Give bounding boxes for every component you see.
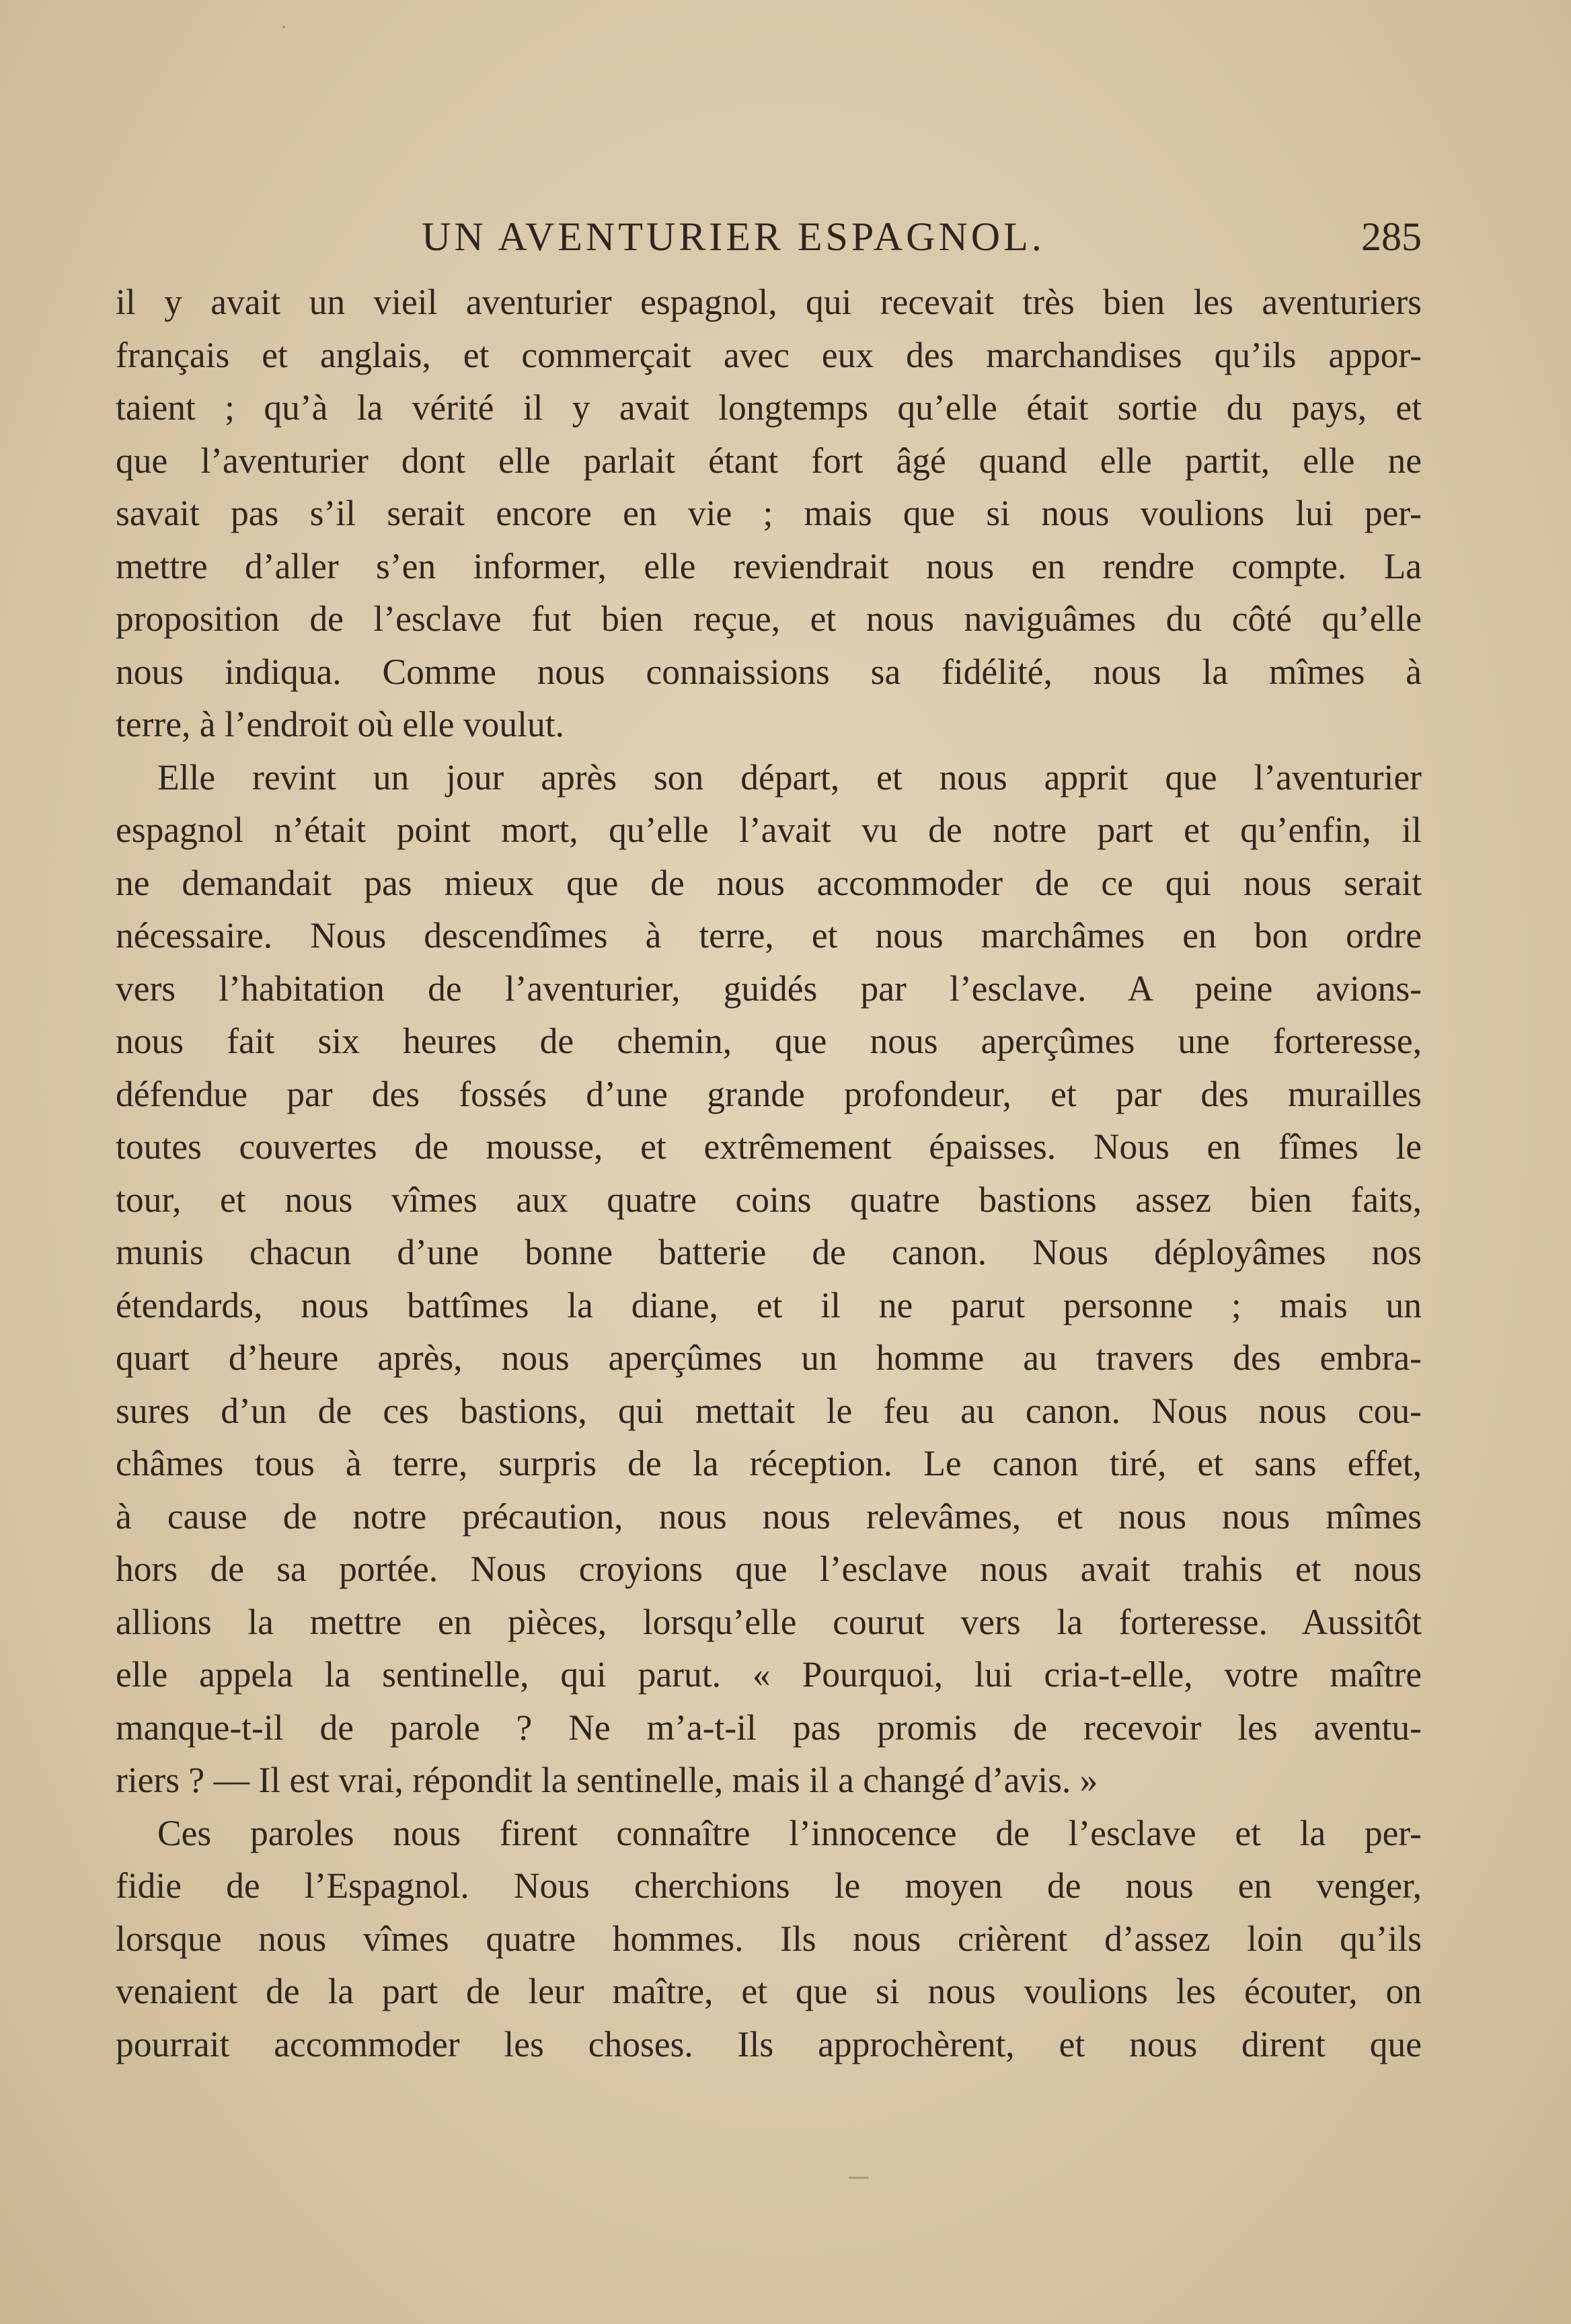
running-head: [116, 214, 1422, 268]
text-line: taient ; qu’à la vérité il y avait longtemps qu’elle était sortie du pays, et: [116, 387, 1422, 428]
text-line: lorsque nous vîmes quatre hommes. Ils nous crièrent d’assez loin qu’ils: [116, 1918, 1422, 1959]
text-line: munis chacun d’une bonne batterie de canon. Nous déployâmes nos: [116, 1232, 1422, 1272]
text-line: français et anglais, et commerçait avec eux des marchandises qu’ils appor-: [116, 334, 1422, 375]
text-line: nous indiqua. Comme nous connaissions sa fidélité, nous la mîmes à: [116, 651, 1422, 692]
body-text: [116, 276, 1422, 2070]
text-line: savait pas s’il serait encore en vie ; mais que si nous voulions lui per-: [116, 493, 1422, 533]
text-line: hors de sa portée. Nous croyions que l’esclave nous avait trahis et nous: [116, 1549, 1422, 1589]
text-line: elle appela la sentinelle, qui parut. « Pourquoi, lui cria-t-elle, votre maître: [116, 1654, 1422, 1695]
paper-speck: [282, 26, 285, 28]
text-line: allions la mettre en pièces, lorsqu’elle courut vers la forteresse. Aussitôt: [116, 1601, 1422, 1642]
running-title: UN AVENTURIER ESPAGNOL.: [422, 215, 1045, 259]
text-line: sures d’un de ces bastions, qui mettait le feu au canon. Nous nous cou-: [116, 1390, 1422, 1431]
text-line: venaient de la part de leur maître, et que si nous voulions les écouter, on: [116, 1971, 1422, 2011]
text-line: ne demandait pas mieux que de nous accommoder de ce qui nous serait: [116, 862, 1422, 903]
text-line: pourrait accommoder les choses. Ils approchèrent, et nous dirent que: [116, 2023, 1422, 2064]
text-line: fidie de l’Espagnol. Nous cherchions le moyen de nous en venger,: [116, 1865, 1422, 1906]
text-line: que l’aventurier dont elle parlait étant fort âgé quand elle partit, elle ne: [116, 440, 1422, 481]
text-line: manque-t-il de parole ? Ne m’a-t-il pas promis de recevoir les aventu-: [116, 1707, 1422, 1748]
text-line: espagnol n’était point mort, qu’elle l’avait vu de notre part et qu’enfin, il: [116, 810, 1422, 850]
text-line: proposition de l’esclave fut bien reçue, et nous naviguâmes du côté qu’elle: [116, 598, 1422, 639]
text-line: Elle revint un jour après son départ, et nous apprit que l’aventurier: [157, 757, 1422, 798]
text-line: défendue par des fossés d’une grande profondeur, et par des murailles: [116, 1073, 1422, 1114]
text-line: nous fait six heures de chemin, que nous aperçûmes une forteresse,: [116, 1021, 1422, 1061]
text-line: toutes couvertes de mousse, et extrêmement épaisses. Nous en fîmes le: [116, 1126, 1422, 1167]
paper-speck: [849, 2177, 869, 2179]
text-line: terre, à l’endroit où elle voulut.: [116, 704, 565, 744]
text-line: mettre d’aller s’en informer, elle reviendrait nous en rendre compte. La: [116, 545, 1422, 586]
text-line: Ces paroles nous firent connaître l’innocence de l’esclave et la per-: [157, 1812, 1422, 1853]
text-line: châmes tous à terre, surpris de la réception. Le canon tiré, et sans effet,: [116, 1443, 1422, 1483]
text-line: riers ? — Il est vrai, répondit la sentinelle, mais il a changé d’avis. »: [116, 1760, 1098, 1800]
text-line: tour, et nous vîmes aux quatre coins quatre bastions assez bien faits,: [116, 1179, 1422, 1220]
text-line: vers l’habitation de l’aventurier, guidés par l’esclave. A peine avions-: [116, 968, 1422, 1009]
text-line: à cause de notre précaution, nous nous relevâmes, et nous nous mîmes: [116, 1496, 1422, 1537]
text-line: il y avait un vieil aventurier espagnol, qui recevait très bien les aventuriers: [116, 282, 1422, 322]
text-line: nécessaire. Nous descendîmes à terre, et nous marchâmes en bon ordre: [116, 915, 1422, 956]
text-line: quart d’heure après, nous aperçûmes un homme au travers des embra-: [116, 1338, 1422, 1378]
page-number: 285: [1361, 215, 1422, 259]
text-line: étendards, nous battîmes la diane, et il ne parut personne ; mais un: [116, 1284, 1422, 1325]
